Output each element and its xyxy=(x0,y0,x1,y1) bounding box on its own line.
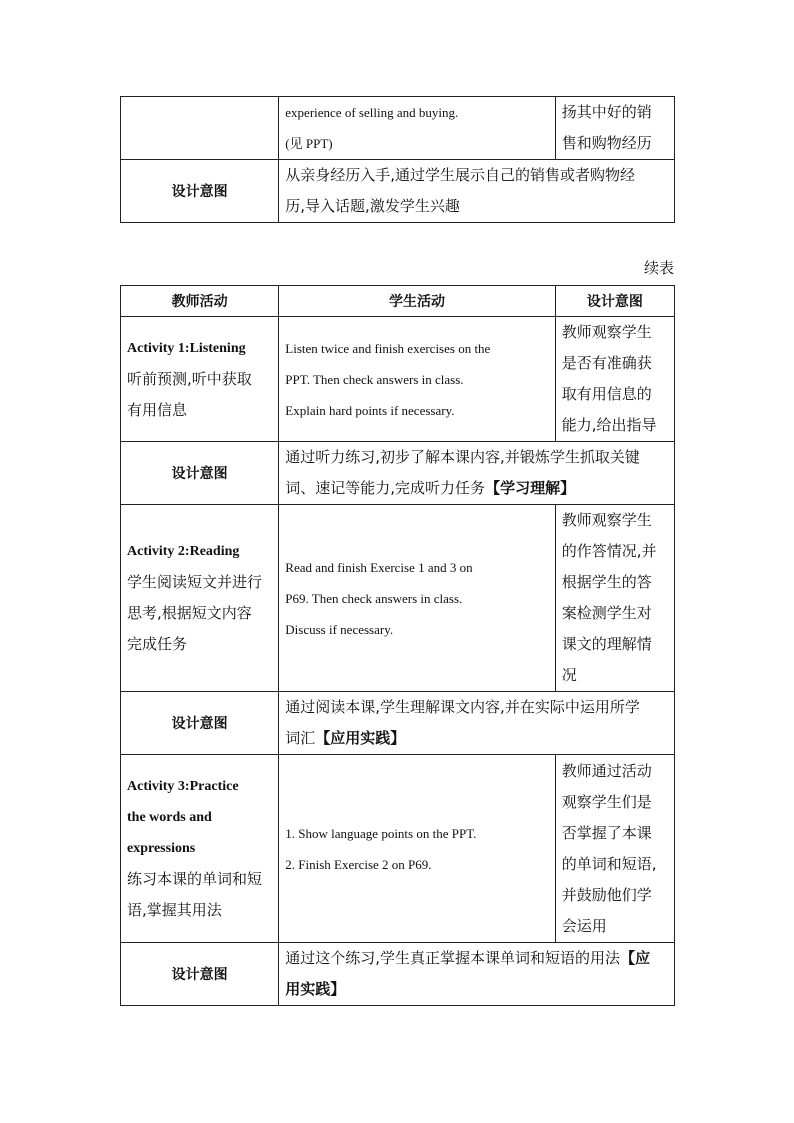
teacher-activity-cell xyxy=(121,317,279,442)
text-line: 历,导入话题,激发学生兴趣 xyxy=(285,197,460,215)
text-line: 通过听力练习,初步了解本课内容,并锻炼学生抓取关键 xyxy=(285,448,640,466)
text-plain: 词、速记等能力,完成听力任务 xyxy=(285,479,486,497)
design-intent-label: 设计意图 xyxy=(121,442,279,505)
header-student-activity: 学生活动 xyxy=(279,286,555,317)
text-line: 况 xyxy=(561,666,577,684)
text-line: 否掌握了本课 xyxy=(561,823,652,842)
text-line: 会运用 xyxy=(561,916,607,935)
text-line: 通过阅读本课,学生理解课文内容,并在实际中运用所学 xyxy=(285,698,640,716)
text-line: 根据学生的答 xyxy=(561,573,652,591)
design-intent-text xyxy=(279,442,675,505)
text-line: 能力,给出指导 xyxy=(561,416,657,434)
activity-title: the words and xyxy=(127,810,212,825)
text-line xyxy=(285,723,668,754)
text-line: 思考,根据短文内容 xyxy=(127,604,252,622)
text-line: Read and finish Exercise 1 and 3 on xyxy=(285,559,473,575)
category-tag: 【应 xyxy=(620,949,651,967)
continued-label: 续表 xyxy=(643,259,674,277)
main-table xyxy=(120,285,675,1006)
header-teacher-activity: 教师活动 xyxy=(121,286,279,317)
design-intent-label: 设计意图 xyxy=(121,943,279,1006)
empty-cell xyxy=(121,97,279,160)
text-line: 的单词和短语, xyxy=(561,854,657,873)
design-intent-text xyxy=(279,160,675,223)
design-intent-label: 设计意图 xyxy=(121,160,279,223)
text-line: 是否有准确获 xyxy=(561,354,652,372)
student-activity-cell xyxy=(279,97,555,160)
text-line xyxy=(285,473,668,504)
text-line: 1. Show language points on the PPT. xyxy=(285,825,477,841)
text-line: 观察学生们是 xyxy=(561,792,652,811)
design-intent-cell xyxy=(555,317,674,442)
text-line: 从亲身经历入手,通过学生展示自己的销售或者购物经 xyxy=(285,166,636,184)
student-activity-cell xyxy=(279,755,555,943)
text-line: 练习本课的单词和短 xyxy=(127,870,263,888)
activity-title: Activity 3:Practice xyxy=(127,779,239,794)
category-tag: 【应用实践】 xyxy=(315,729,406,747)
text-line: 2. Finish Exercise 2 on P69. xyxy=(285,856,432,872)
activity-title: Activity 1:Listening xyxy=(127,340,246,356)
text-line: Explain hard points if necessary. xyxy=(285,402,455,418)
top-table xyxy=(120,96,675,223)
text-line: 教师通过活动 xyxy=(561,761,652,780)
text-line: 语,掌握其用法 xyxy=(127,901,222,919)
text-line: 并鼓励他们学 xyxy=(561,885,652,904)
text-plain: 词汇 xyxy=(285,729,316,747)
student-activity-cell xyxy=(279,317,555,442)
text-line: Discuss if necessary. xyxy=(285,621,394,637)
text-line: PPT. Then check answers in class. xyxy=(285,371,464,387)
teacher-activity-cell xyxy=(121,755,279,943)
design-intent-text xyxy=(279,692,675,755)
design-intent-label: 设计意图 xyxy=(121,692,279,755)
text-line: 有用信息 xyxy=(127,400,188,419)
design-intent-cell xyxy=(555,505,674,692)
text-line: 听前预测,听中获取 xyxy=(127,369,252,388)
text-line: 完成任务 xyxy=(127,635,188,653)
activity-title: expressions xyxy=(127,841,196,856)
text-line: 学生阅读短文并进行 xyxy=(127,573,263,591)
text-line: (见 PPT) xyxy=(285,136,333,151)
category-tag: 【学习理解】 xyxy=(485,479,576,497)
design-intent-text xyxy=(279,943,675,1006)
text-line: 教师观察学生 xyxy=(561,511,652,529)
text-line: 课文的理解情 xyxy=(561,635,652,653)
text-line: 的作答情况,并 xyxy=(561,542,657,560)
text-line: P69. Then check answers in class. xyxy=(285,590,463,606)
teacher-activity-cell xyxy=(121,505,279,692)
text-line: 扬其中好的销 xyxy=(561,103,652,121)
text-line: 取有用信息的 xyxy=(561,385,652,403)
design-intent-cell xyxy=(555,97,674,160)
text-line: 案检测学生对 xyxy=(561,604,652,622)
text-plain: 通过这个练习,学生真正掌握本课单词和短语的用法 xyxy=(285,949,621,967)
header-design-intent: 设计意图 xyxy=(555,286,674,317)
text-line xyxy=(285,943,668,974)
activity-title: Activity 2:Reading xyxy=(127,544,240,559)
design-intent-cell xyxy=(555,755,674,943)
text-line: experience of selling and buying. xyxy=(285,105,459,120)
text-line: Listen twice and finish exercises on the xyxy=(285,340,491,356)
text-line: 教师观察学生 xyxy=(561,323,652,341)
category-tag: 用实践】 xyxy=(285,980,346,998)
student-activity-cell xyxy=(279,505,555,692)
text-line: 售和购物经历 xyxy=(561,134,652,152)
